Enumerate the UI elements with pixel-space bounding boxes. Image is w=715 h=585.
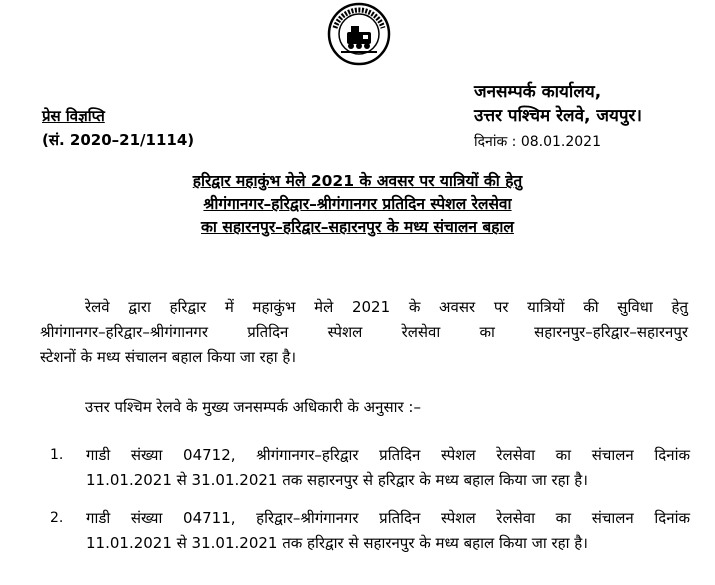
intro-line-3: स्टेशनों के मध्य संचालन बहाल किया जा रहा है। xyxy=(40,348,297,366)
intro-line-1: रेलवे द्वारा हरिद्वार में महाकुंभ मेले 2021 के अवसर पर यात्रियों की सुविधा हेतु xyxy=(85,298,688,316)
release-date: दिनांक : 08.01.2021 xyxy=(474,134,601,150)
list-item-number: 2. xyxy=(50,510,64,526)
press-release-number: (सं. 2020–21/1114) xyxy=(42,131,195,149)
intro-line-2: श्रीगंगानगर–हरिद्वार–श्रीगंगानगर प्रतिदिन स्पेशल रेलसेवा का सहारनपुर–हरिद्वार–सहारनपुर xyxy=(40,323,688,341)
list-item-line-2: 11.01.2021 से 31.01.2021 तक सहारनपुर से हरिद्वार के मध्य बहाल किया जा रहा है। xyxy=(86,471,588,489)
list-item xyxy=(50,506,690,556)
list-item-number: 1. xyxy=(50,447,64,463)
list-item-line-1: गाडी संख्या 04711, हरिद्वार–श्रीगंगानगर प्रतिदिन स्पेशल रेलसेवा का संचालन दिनांक xyxy=(86,509,690,527)
train-list xyxy=(50,443,690,569)
office-address xyxy=(474,80,642,154)
office-name: जनसम्पर्क कार्यालय, xyxy=(474,82,602,102)
list-item xyxy=(50,443,690,493)
press-release-title: प्रेस विज्ञप्ति xyxy=(42,107,105,125)
press-release-header xyxy=(42,104,194,152)
intro-paragraph xyxy=(40,295,688,370)
release-heading xyxy=(0,170,715,239)
heading-line-2: श्रीगंगानगर–हरिद्वार–श्रीगंगानगर प्रतिदिन स्पेशल रेलसेवा xyxy=(203,195,512,213)
heading-line-3: का सहारनपुर–हरिद्वार–सहारनपुर के मध्य संचालन बहाल xyxy=(201,218,514,236)
indian-railways-logo xyxy=(327,2,391,66)
heading-line-1: हरिद्वार महाकुंभ मेले 2021 के अवसर पर यात्रियों की हेतु xyxy=(192,172,523,190)
list-item-line-2: 11.01.2021 से 31.01.2021 तक हरिद्वार से सहारनपुर के मध्य बहाल किया जा रहा है। xyxy=(86,534,588,552)
office-location: उत्तर पश्चिम रेलवे, जयपुर। xyxy=(474,106,642,126)
list-item-line-1: गाडी संख्या 04712, श्रीगंगानगर–हरिद्वार प्रतिदिन स्पेशल रेलसेवा का संचालन दिनांक xyxy=(86,446,690,464)
spokesperson-paragraph: उत्तर पश्चिम रेलवे के मुख्य जनसम्पर्क अधिकारी के अनुसार :– xyxy=(85,398,421,416)
